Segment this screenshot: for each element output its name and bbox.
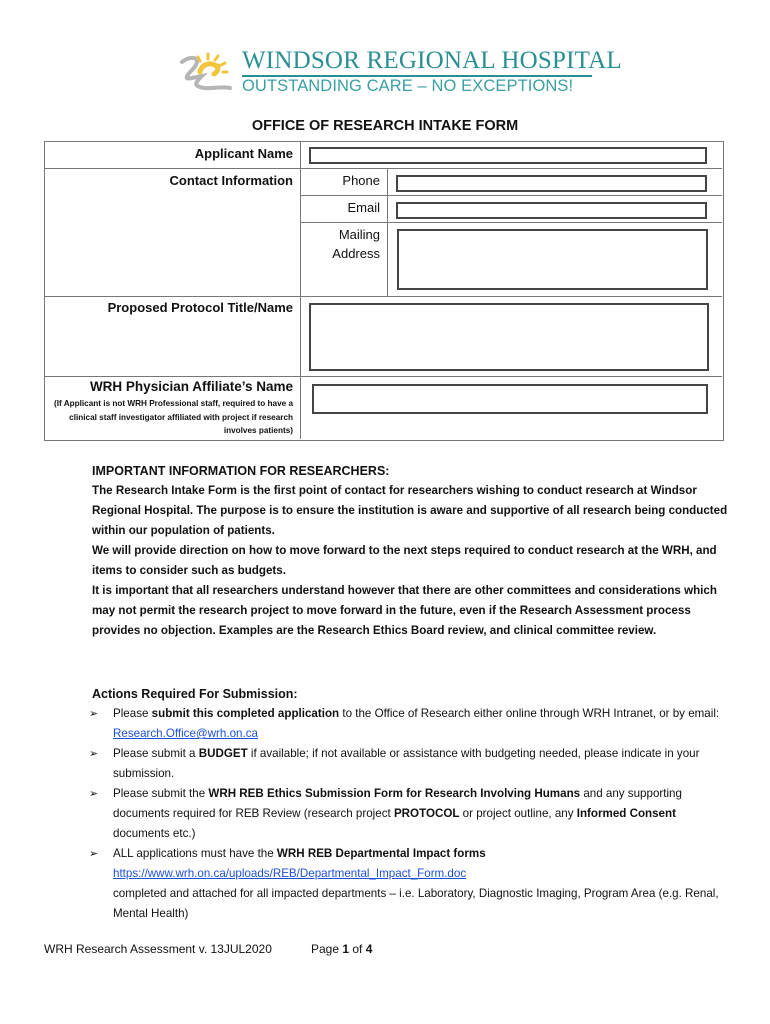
arrow-bullet-icon: ➢ <box>89 708 99 720</box>
row-divider <box>300 195 722 196</box>
item-text: Please <box>113 707 152 720</box>
row-divider <box>300 222 722 223</box>
physician-affiliate-label: WRH Physician Affiliate’s Name <box>89 379 293 394</box>
item-text: documents etc.) <box>113 827 196 840</box>
item-bold-text: BUDGET <box>198 747 248 760</box>
item-text: if available; if not available or assistance with budgeting needed, please indicate in your submission. <box>113 747 700 780</box>
departmental-impact-form-link[interactable]: https://www.wrh.on.ca/uploads/REB/Departmental_Impact_Form.doc <box>113 867 467 880</box>
protocol-title-label: Proposed Protocol Title/Name <box>107 300 293 315</box>
intake-form-table <box>44 141 724 441</box>
item-text: to the Office of Research either online through WRH Intranet, or by email: <box>339 707 720 720</box>
applicant-name-input[interactable] <box>309 147 707 164</box>
arrow-bullet-icon: ➢ <box>89 748 99 760</box>
email-label: Email <box>347 200 380 215</box>
item-bold-text: submit this completed application <box>151 707 340 720</box>
important-information-section <box>92 461 732 641</box>
sun-swirl-logo-icon <box>178 48 236 94</box>
item-bold-text: PROTOCOL <box>393 807 460 820</box>
column-divider <box>300 142 301 439</box>
info-paragraph: The Research Intake Form is the first point of contact for researchers wishing to conduct research at Windsor Regional Hospital. The purpose is to ensure the institution is aware and supportive of all research being conducted within our population of patients. <box>92 484 728 537</box>
item-bold-text: WRH REB Departmental Impact forms <box>276 847 486 860</box>
item-text: or project outline, any <box>459 807 577 820</box>
actions-list <box>89 704 732 924</box>
physician-affiliate-note: (If Applicant is not WRH Professional staff, required to have a clinical staff investigator affiliated with project if research involves patients) <box>54 399 293 435</box>
form-title: OFFICE OF RESEARCH INTAKE FORM <box>251 118 519 134</box>
physician-affiliate-input[interactable] <box>312 384 708 414</box>
list-item <box>89 844 732 924</box>
info-paragraph: It is important that all researchers understand however that there are other committees and considerations which may not permit the research project to move forward in the future, even if the Research Assessment process provides no objection. Examples are the Research Ethics Board review, and clinical committee review. <box>92 584 717 637</box>
mailing-address-input[interactable] <box>397 229 708 290</box>
mailing-address-label <box>332 225 380 263</box>
protocol-title-input[interactable] <box>309 303 709 371</box>
phone-input[interactable] <box>396 175 707 192</box>
actions-required-section <box>89 684 732 924</box>
item-text: Please submit a <box>113 747 199 760</box>
hospital-logo <box>178 46 622 96</box>
item-text: and any supporting documents required for REB Review (research project <box>113 787 682 820</box>
list-item <box>89 784 732 844</box>
info-paragraph: We will provide direction on how to move forward to the next steps required to conduct research at the WRH, and items to consider such as budgets. <box>92 544 717 577</box>
important-information-heading: IMPORTANT INFORMATION FOR RESEARCHERS: <box>92 464 390 478</box>
item-bold-text: Informed Consent <box>576 807 676 820</box>
row-divider <box>45 296 722 297</box>
research-office-email-link[interactable]: Research.Office@wrh.on.ca <box>113 727 258 740</box>
logo-title: WINDSOR REGIONAL HOSPITAL <box>242 47 622 74</box>
arrow-bullet-icon: ➢ <box>89 848 99 860</box>
page-current: 1 <box>342 942 350 956</box>
mailing-label-line2: Address <box>332 246 380 261</box>
applicant-name-label: Applicant Name <box>194 146 293 161</box>
item-text: completed and attached for all impacted departments – i.e. Laboratory, Diagnostic Imaging, Program Area (e.g. Renal, Mental Health) <box>113 887 719 920</box>
footer-version: WRH Research Assessment v. 13JUL2020 <box>44 942 272 956</box>
list-item <box>89 744 732 784</box>
item-text: Please submit the <box>113 787 209 800</box>
row-divider <box>45 168 722 169</box>
actions-heading: Actions Required For Submission: <box>92 687 298 701</box>
page-prefix: Page <box>311 942 343 956</box>
item-bold-text: WRH REB Ethics Submission Form for Research Involving Humans <box>208 787 581 800</box>
arrow-bullet-icon: ➢ <box>89 788 99 800</box>
page-total: 4 <box>365 942 373 956</box>
list-item <box>89 704 732 744</box>
contact-information-label: Contact Information <box>169 173 293 188</box>
email-input[interactable] <box>396 202 707 219</box>
logo-tagline: OUTSTANDING CARE – NO EXCEPTIONS! <box>242 77 574 95</box>
item-text: ALL applications must have the <box>113 847 277 860</box>
contact-subcolumn-divider <box>387 169 388 297</box>
page-of: of <box>349 942 366 956</box>
mailing-label-line1: Mailing <box>338 227 380 242</box>
footer-page-number <box>311 942 372 956</box>
phone-label: Phone <box>342 173 380 188</box>
row-divider <box>45 376 722 377</box>
